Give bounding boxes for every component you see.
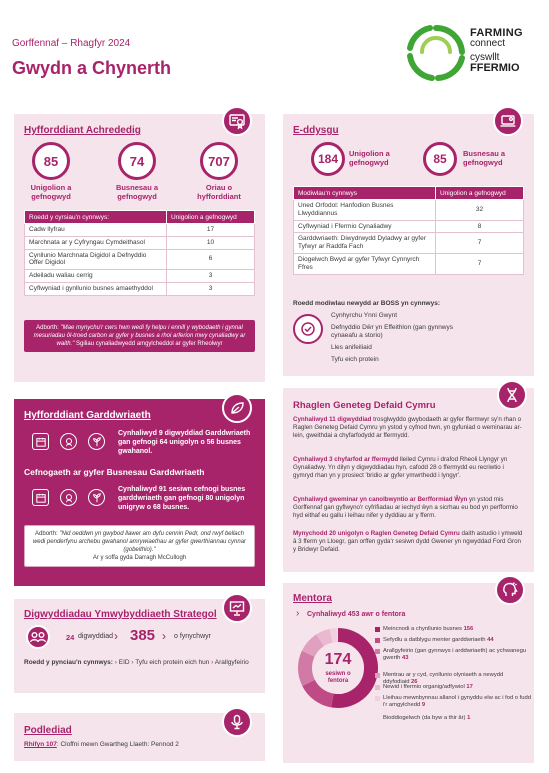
legend-item [383, 695, 531, 709]
new-modules-heading: Roedd modiwlau newydd ar BOSS yn cynnwys: [293, 300, 440, 307]
accredited-training-title: Hyfforddiant Achrededig [24, 125, 141, 136]
new-module-item: Cynhyrchu Ynni Gwynt [331, 312, 397, 319]
certificate-badge [222, 106, 252, 136]
legend-swatch [375, 638, 380, 643]
course-name: Cadw llyfrau [25, 224, 167, 237]
person-head-icon [60, 489, 77, 506]
accredited-courses-table [24, 210, 255, 296]
logo-line-1: FARMING [470, 27, 523, 39]
table-row [25, 236, 255, 249]
dna-badge [497, 380, 527, 410]
table-row [294, 200, 524, 221]
separator-chevron-icon: › [114, 629, 118, 643]
legend-label: Meincnodi a chynllunio busnes [383, 626, 464, 632]
module-count: 7 [436, 253, 524, 274]
stat-circle-businesses [423, 142, 457, 176]
horticulture-title: Hyfforddiant Garddwriaeth [24, 410, 151, 421]
legend-label: Lleihau mewnbynnau allanol i gynyddu elw ac i fod o fudd i'r amgylchedd [383, 695, 531, 709]
table-header-cell: Modiwlau'n cynnwys [294, 187, 436, 200]
microphone-icon [228, 713, 246, 731]
events-count: 24 [66, 633, 75, 642]
horticulture-feedback-quote [24, 525, 255, 567]
paragraph-highlight: Cynhaliwyd 11 digwyddiad [293, 416, 372, 423]
logo-ring-icon [410, 28, 462, 78]
new-module-item: Tyfu eich protein [331, 356, 379, 363]
genetics-paragraph [293, 530, 525, 555]
legend-label: Bioddiogelwch (da byw a thir âr) [383, 715, 468, 721]
course-count: 17 [167, 224, 255, 237]
podcast-title: Podlediad [24, 725, 72, 736]
mentor-badge [495, 575, 525, 605]
legend-value: 9 [421, 702, 426, 709]
separator-chevron-icon: › [162, 629, 166, 643]
horticulture-events-text: Cynhaliwyd 9 digwyddiad Garddwriaeth gan gefnogi 64 unigolyn o 56 busnes gwahanol. [118, 430, 251, 455]
legend-label: Arallgyfeirio (gan gynnwys i arddwriaeth) ac ychwanegu gwerth [383, 648, 527, 662]
legend-value: 156 [463, 626, 474, 632]
events-label: digwyddiad [78, 633, 114, 640]
stat-circle-businesses [118, 142, 156, 180]
accredited-training-panel [14, 114, 265, 382]
table-row [25, 249, 255, 270]
course-name: Marchnata ar y Cyfryngau Cymdeithasol [25, 236, 167, 249]
quote-text: "Nid oeddwn yn gwybod llawer am dyfu cennin Pedr, ond rwyf bellach wedi penderfynu archebu gwahanol amrywiaethau ar gyfer gwerthiannau cynnar (gobeithio)." [32, 531, 247, 554]
genetics-paragraph [293, 496, 525, 521]
stat-circle-hours [200, 142, 238, 180]
legend-value: 1 [467, 715, 471, 721]
paragraph-text: yn ystod mis Gorffennaf gan gyflwyno'r cyfrifiadau ar iechyd ŵyn a sicrhau eu bod yn perfformio hyd eithaf eu gallu i leihau nifer y dyddiau ar y fferm. [293, 496, 518, 520]
legend-value: 43 [402, 655, 409, 662]
quote-prefix: Adborth: [35, 531, 60, 537]
topic-item: Tyfu eich protein eich hun [135, 659, 210, 666]
stat-value: 707 [208, 153, 230, 169]
mentoring-heading: Cynhaliwyd 453 awr o fentora [307, 611, 406, 618]
quote-author: Sgiliau cynaliadwyedd amgylcheddol ar gyfer Rheolwyr [76, 341, 223, 348]
legend-label: Newid i ffermio organig/adfywiol [383, 684, 467, 690]
strategic-events-title: Digwyddiadau Ymwybyddiaeth Strategol [24, 609, 217, 620]
elearning-modules-table [293, 186, 524, 275]
plant-icon [88, 433, 105, 450]
donut-center-label: sesiwn o fentora [325, 671, 351, 684]
legend-label: Mentrau ar y cyd, cynllunio olyniaeth a newydd ddyfodiaid [383, 672, 504, 686]
horticulture-panel [14, 399, 265, 586]
report-period: Gorffennaf – Rhagfyr 2024 [12, 38, 131, 49]
stat-value: 85 [433, 152, 447, 166]
checkmark-badge [293, 314, 323, 344]
strategic-events-panel [14, 599, 265, 693]
genetics-paragraph [293, 456, 525, 481]
sheep-genetics-title: Rhaglen Geneteg Defaid Cymru [293, 400, 436, 411]
calendar-icon [32, 433, 49, 450]
topics-line [24, 659, 258, 667]
topics-label: Roedd y pynciau'n cynnwys: [24, 659, 113, 666]
laptop-icon [499, 112, 517, 130]
legend-swatch [375, 716, 380, 721]
table-row [25, 224, 255, 237]
new-module-item: Defnyddio Dŵr yn Effeithlon (gan gynnwys cynaeafu a storio) [331, 324, 453, 340]
laptop-badge [493, 106, 523, 136]
legend-item [383, 715, 531, 722]
legend-label: Sefydlu a datblygu menter garddwriaeth [383, 637, 488, 643]
people-badge [26, 625, 50, 649]
plant-icon [88, 489, 105, 506]
table-header-row [25, 211, 255, 224]
course-name: Cynllunio Marchnata Digidol a Defnyddio Offer Digidol [25, 249, 167, 270]
course-name: Adeiladu waliau cerrig [25, 270, 167, 283]
legend-item [383, 684, 531, 691]
accredited-feedback-quote [24, 320, 255, 352]
module-name: Uned Orfodol: Hanfodion Busnes Llwyddiannus [294, 200, 436, 221]
legend-swatch [375, 673, 380, 678]
quote-prefix: Adborth: [36, 325, 61, 331]
paragraph-text: trosglwyddo gwybodaeth ar gyfer ffermwyr sy'n rhan o Raglen Geneteg Defaid Cymru yn ystod y cyfnod hwn, yn gyfuniad o weminarau ar-lein, gweithdai a chyfarfodydd ar ffermydd. [293, 416, 522, 440]
leaf-badge [222, 393, 252, 423]
dna-icon [503, 386, 521, 404]
mentor-head-icon [501, 581, 519, 599]
logo-line-2: connect [470, 38, 506, 49]
quote-author: Ar y soffa gyda Darragh McCullogh [92, 555, 187, 562]
course-count: 3 [167, 270, 255, 283]
legend-item [383, 626, 531, 633]
table-header-cell: Unigolion a gefnogwyd [436, 187, 524, 200]
quote-text: "Mae mynychu'r cwrs hwn wedi fy helpu i ennill y wybodaeth i gynnal mesuriadau ôl-troed carbon ar gyfer y busnes a rhoi arferion mwy cynaliadwy ar waith." [33, 325, 246, 348]
elearning-title: E-ddysgu [293, 125, 339, 136]
paragraph-text: daith astudio i ymweld â 3 fferm yn Lloegr, gan orffen gyda'r sesiwn dydd Gwener yn ngwyddad Ford Gron y Bridwyr Defaid. [293, 530, 523, 554]
donut-segment [320, 636, 331, 641]
table-row [294, 220, 524, 233]
course-count: 10 [167, 236, 255, 249]
donut-segment [309, 683, 333, 701]
new-module-item: Lles anifeiliaid [331, 344, 372, 351]
legend-value: 17 [466, 684, 473, 690]
table-header-cell: Unigolion a gefnogwyd [167, 211, 255, 224]
chevron-right-icon: › [114, 659, 117, 666]
horticulture-support-title: Cefnogaeth ar gyfer Busnesau Garddwriaeth [24, 467, 205, 477]
paragraph-text: lleiled Cymru i drafod Rheoli Llyngyr yn Gynaliadwy. Yn dilyn y digwyddiadau hyn, cafodd 28 o ffermydd eu recriwtio i gymryd rhan yn y prosiect 'bridio ar gyfer ymwrthedd i lyngyr'. [293, 456, 508, 480]
stat-value: 184 [317, 152, 339, 166]
table-row [294, 253, 524, 274]
module-count: 8 [436, 220, 524, 233]
module-count: 7 [436, 233, 524, 254]
attendees-label: o fynychwyr [174, 633, 211, 640]
mentoring-title: Mentora [293, 593, 332, 604]
paragraph-highlight: Cynhaliwyd gweminar yn canolbwyntio ar Berfformiad Ŵyn [293, 496, 468, 503]
legend-swatch [375, 696, 380, 701]
podcast-episode [24, 741, 179, 749]
certificate-icon [228, 112, 246, 130]
course-count: 6 [167, 249, 255, 270]
checkmark-gear-icon [299, 320, 317, 338]
presentation-icon [228, 599, 246, 617]
legend-value: 26 [411, 679, 418, 686]
paragraph-highlight: Mynychodd 20 unigolyn o Raglen Geneteg Defaid Cymru [293, 530, 460, 537]
module-name: Garddwriaeth: Diwydrwydd Dyladwy ar gyfer Tyfwyr ar Raddfa Fach [294, 233, 436, 254]
legend-item [383, 648, 531, 662]
legend-value: 44 [487, 637, 494, 643]
logo-line-3: cyswllt [470, 52, 500, 63]
stat-label: Busnesau a gefnogwyd [115, 183, 159, 201]
stat-value: 85 [43, 153, 59, 169]
topic-item: EID [118, 659, 130, 666]
chevron-right-icon: › [211, 659, 214, 666]
calendar-icon [32, 489, 49, 506]
stat-label: Unigolion a gefnogwyd [349, 149, 390, 167]
logo-wordmark [470, 28, 523, 74]
legend-swatch [375, 685, 380, 690]
chevron-right-icon: › [131, 659, 134, 666]
course-name: Cyflwyniad i gynllunio busnes amaethyddol [25, 282, 167, 295]
paragraph-highlight: Cynhaliwyd 3 chyfarfod ar ffermydd [293, 456, 399, 463]
podcast-panel [14, 713, 265, 761]
person-head-icon [60, 433, 77, 450]
legend-swatch [375, 627, 380, 632]
leaf-icon [228, 399, 246, 417]
donut-center-value: 174 [324, 651, 352, 668]
genetics-paragraph [293, 416, 525, 441]
sheep-genetics-panel [283, 388, 534, 572]
table-header-row [294, 187, 524, 200]
microphone-badge [222, 707, 252, 737]
table-row [294, 233, 524, 254]
horticulture-support-text: Cynhaliwyd 91 sesiwn cefnogi busnes garddwriaeth gan gefnogi 80 unigolyn unigryw o 68 busnes. [118, 486, 246, 511]
logo-line-4: FFERMIO [470, 62, 520, 74]
table-row [25, 270, 255, 283]
module-count: 32 [436, 200, 524, 221]
stat-label: Busnesau a gefnogwyd [463, 149, 506, 167]
podcast-episode-title: : Cloffni mewn Gwartheg Llaeth: Pennod 2 [56, 741, 179, 748]
stat-label: Oriau o hyfforddiant [197, 183, 241, 201]
legend-swatch [375, 649, 380, 654]
podcast-episode-link[interactable]: Rhifyn 107 [24, 741, 57, 748]
attendees-count: 385 [130, 627, 156, 644]
module-name: Cyflwyniad i Ffermio Cynaliadwy [294, 220, 436, 233]
presentation-badge [222, 593, 252, 623]
stat-label: Unigolion a gefnogwyd [30, 183, 72, 201]
stat-value: 74 [129, 153, 145, 169]
stat-circle-individuals [32, 142, 70, 180]
people-icon [29, 628, 47, 646]
stat-circle-individuals [311, 142, 345, 176]
table-header-cell: Roedd y cyrsiau'n cynnwys: [25, 211, 167, 224]
page-title: Gwydn a Chynerth [12, 58, 172, 78]
table-row [25, 282, 255, 295]
donut-segment [331, 635, 337, 636]
elearning-panel [283, 114, 534, 376]
chevron-right-icon: › [296, 608, 300, 619]
course-count: 3 [167, 282, 255, 295]
module-name: Diogelwch Bwyd ar gyfer Tyfwyr Cynnyrch Ffres [294, 253, 436, 274]
legend-item [383, 637, 531, 644]
topic-item: Arallgyfeirio [214, 659, 249, 666]
